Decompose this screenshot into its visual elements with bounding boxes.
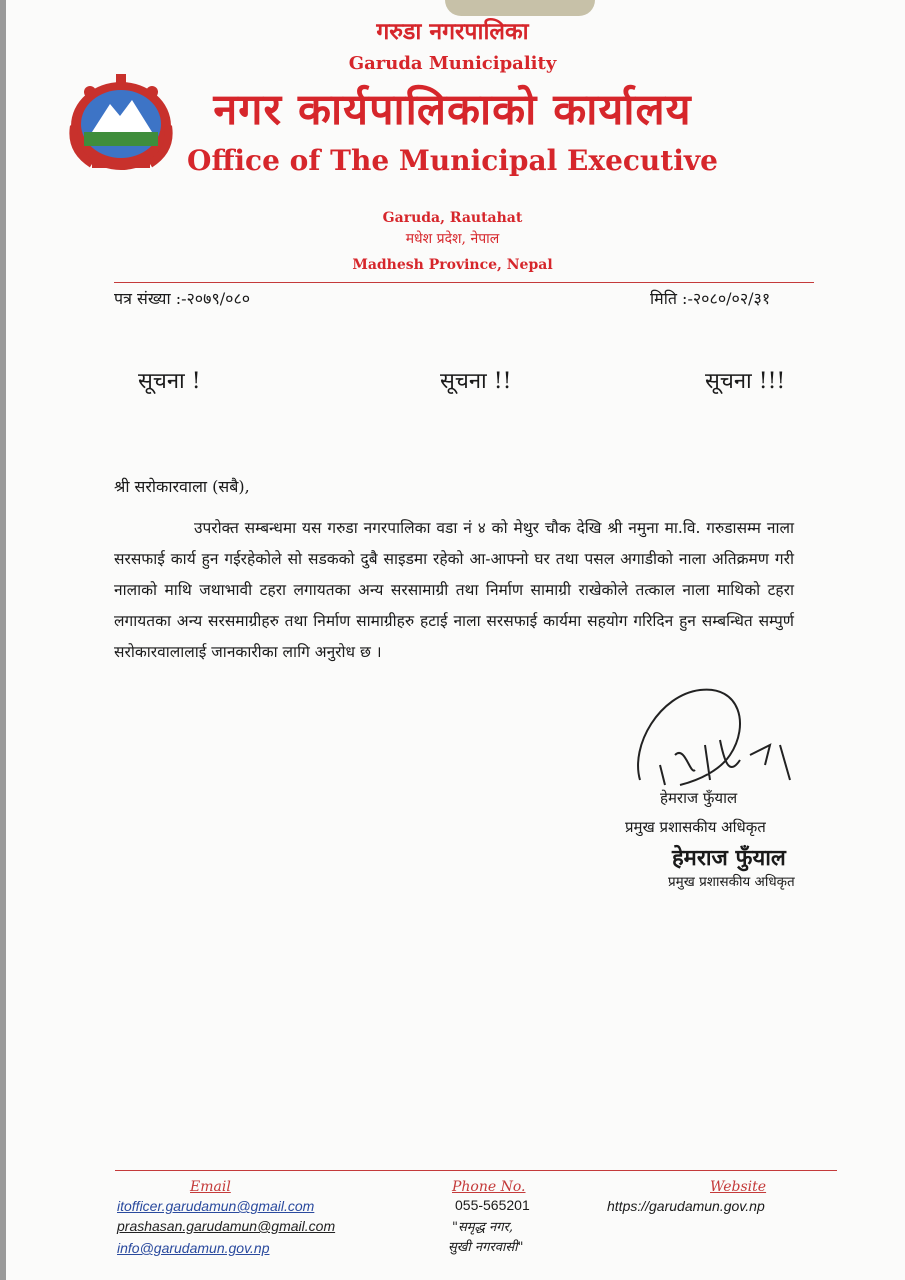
notice-heading-2: सूचना !! [440,369,512,394]
handwritten-signature [620,685,820,805]
signatory-name: हेमराज फुँयाल [660,789,738,807]
municipality-name-en: Garuda Municipality [348,53,557,74]
salutation: श्री सरोकारवाला (सबै), [114,477,250,496]
letter-date: मिति :-२०८०/०२/३१ [650,289,771,308]
footer-website-label: Website [710,1179,767,1195]
stamp-title: प्रमुख प्रशासकीय अधिकृत [668,874,795,890]
letter-body: उपरोक्त सम्बन्धमा यस गरुडा नगरपालिका वडा नं ४ को मेथुर चौक देखि श्री नमुना मा.वि. गरुडासम्म नाला सरसफाई कार्य हुन गईरहेकोले सो सडकको दुबै साइडमा रहेको आ-आफ्नो घर तथा पसल अगाडीको नाला अतिक्रमण गरी नालाको माथि जथाभावी टहरा लगायतका अन्य सरसामाग्री तथा निर्माण सामाग्री राखेकोले तत्काल नाला माथिको टहरा लगायतका अन्य सरसमाग्रीहरु तथा निर्माण सामाग्रीहरु हटाई नाला सरसफाई कार्यमा सहयोग गरिदिन हुन सम्बन्धित सम्पुर्ण सरोकारवालालाई जानकारीका लागि अनुरोध छ । [114,519,794,661]
office-name-en: Office of The Municipal Executive [187,144,718,177]
notice-heading-1: सूचना ! [138,369,201,394]
header-divider [114,282,814,283]
footer-phone-label: Phone No. [452,1179,526,1195]
signatory-title: प्रमुख प्रशासकीय अधिकृत [625,818,766,836]
footer-email-link[interactable]: itofficer.garudamun@gmail.com [117,1198,315,1214]
province-en: Madhesh Province, Nepal [352,257,553,273]
footer-email-label: Email [190,1179,231,1195]
municipality-name-np: गरुडा नगरपालिका [376,18,529,45]
reference-number: पत्र संख्या :-२०७९/०८० [114,289,251,308]
stamp-name: हेमराज फुँयाल [672,845,786,871]
office-name-np: नगर कार्यपालिकाको कार्यालय [213,85,692,135]
footer-slogan-line1: "समृद्ध नगर, [452,1220,514,1235]
footer-website-link[interactable]: https://garudamun.gov.np [607,1198,765,1214]
notice-heading-3: सूचना !!! [705,369,786,394]
footer-slogan-line2: सुखी नगरवासी" [448,1240,524,1255]
footer-divider [115,1170,837,1171]
footer-phone-number: 055-565201 [455,1197,530,1213]
footer-email-link[interactable]: prashasan.garudamun@gmail.com [117,1218,336,1234]
province-np: मधेश प्रदेश, नेपाल [405,231,500,247]
location-en: Garuda, Rautahat [382,210,523,226]
page-edge-shadow [0,0,6,1280]
footer-email-link[interactable]: info@garudamun.gov.np [117,1240,270,1256]
